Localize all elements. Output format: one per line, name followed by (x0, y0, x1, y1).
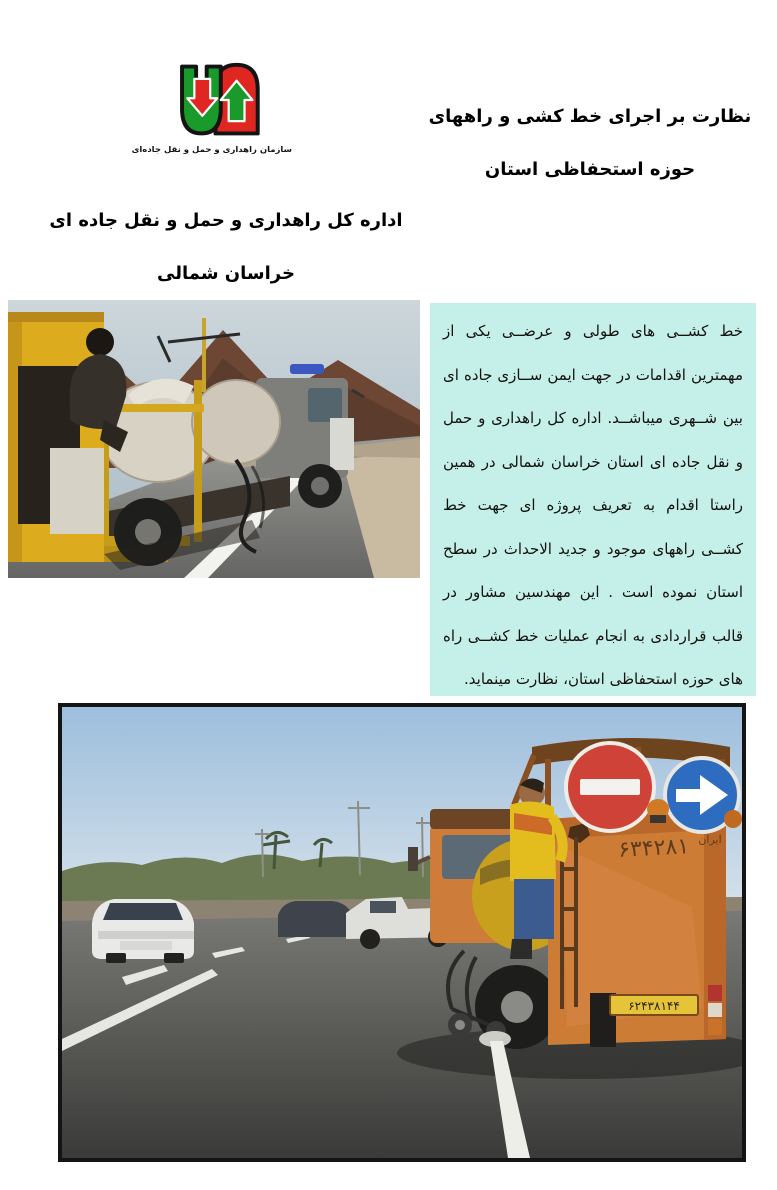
organization-name (24, 194, 428, 300)
organization-logo-block (131, 56, 292, 156)
organization-name-line2: خراسان شمالی (157, 263, 295, 284)
paint-tank (192, 380, 280, 464)
intro-paragraph: خط کشــی های طولی و عرضــی یکی از مهمترین اقدامات در جهت ایمن ســازی جاده ای بین شــهری میباشــد. اداره کل راهداری و حمل و نقل جاده ای استان خراسان شمالی در همین راستا اقدام به تعریف پروژه ای جهت خط کشــی راههای موجود و جدید الاحداث در سطح استان نموده است . این مهندسین مشاور در قالب قراردادی به انجام عملیات خط کشــی راه های حوزه استحفاظی استان، نظارت مینماید. (443, 322, 743, 688)
license-plate-number: ۶۲۴۳۸۱۴۴ (628, 999, 680, 1013)
photo-line-marking-truck-mountain-road (8, 300, 420, 578)
document-title-line1: نظارت بر اجرای خط کشی و راههای (428, 106, 752, 127)
photo-orange-marking-truck-highway (58, 703, 746, 1162)
truck-fleet-number-prefix: ایران (698, 833, 722, 846)
organization-name-line1: اداره کل راهداری و حمل و نقل جاده ای (49, 210, 403, 231)
document-title-line2: حوزه استحفاظی استان (484, 159, 696, 180)
no-entry-sign-icon (566, 743, 654, 831)
beacon-bar (290, 364, 324, 374)
white-car (92, 899, 194, 963)
rmto-logo-icon (174, 56, 264, 144)
worker-figure (86, 328, 114, 356)
dark-car (278, 901, 352, 937)
truck-fleet-number: ۶۳۴۲۸۱ (617, 834, 690, 863)
document-title (415, 90, 765, 196)
tail-lights (708, 985, 722, 1035)
amber-beacon (724, 810, 742, 828)
logo-caption-text: سازمان راهداری و حمل و نقل جاده‌ای (131, 145, 292, 155)
intro-text-box (430, 303, 756, 696)
